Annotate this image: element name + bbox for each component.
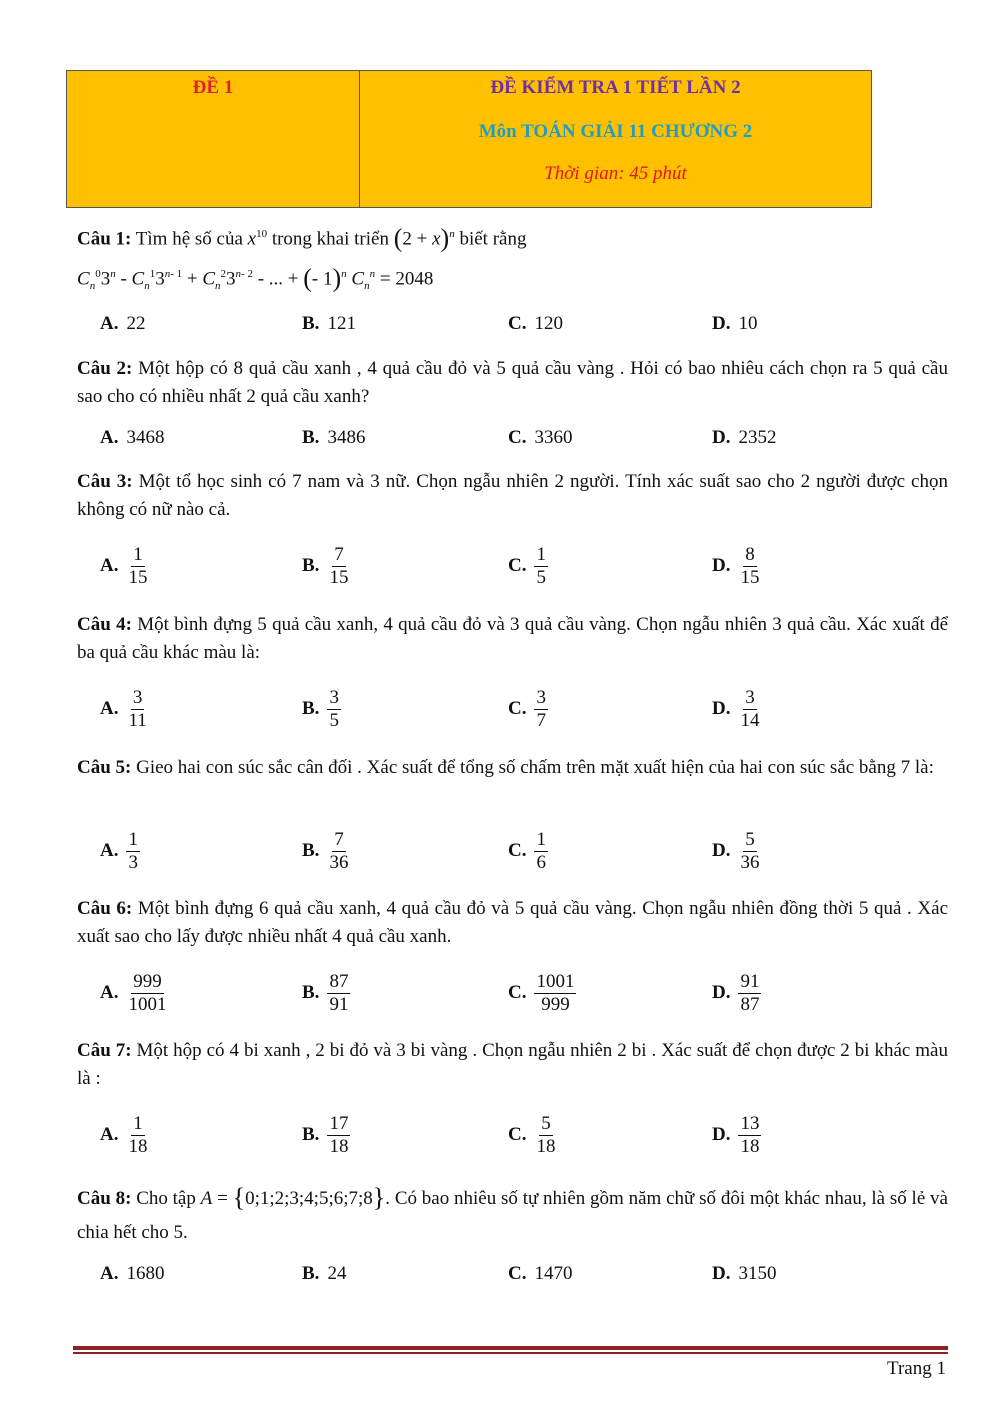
question-text: Một bình đựng 5 quả cầu xanh, 4 quả cầu đỏ và 3 quả cầu vàng. Chọn ngẫu nhiên 3 quả cầu. Xác xuất để ba quả cầu khác màu là: [77,614,948,663]
answer-c[interactable]: C. $\frac{1}{6}$ [508,828,546,873]
answer-options-6 [100,968,920,1018]
answer-b[interactable]: B. 3486 [302,427,366,448]
question-text: Tìm hệ số của [131,228,248,250]
question-text: . Có bao nhiêu số tự nhiên gồm năm chữ số đôi một khác nhau, là số lẻ và chia hết cho 5. [77,1188,948,1243]
header-right-cell [360,71,872,208]
question-7 [77,1037,948,1093]
answer-options-4 [100,684,920,734]
question-label: Câu 4: [77,614,132,635]
answer-d[interactable]: D. $\frac{5}{36}$ [712,828,760,873]
answer-a[interactable]: A. 1680 [100,1263,165,1284]
answer-options-2 [100,418,920,458]
answer-c[interactable]: C. $\frac{3}{7}$ [508,686,546,731]
answer-b[interactable]: B. 24 [302,1263,347,1284]
question-text: trong khai triển [267,228,394,250]
answer-d[interactable]: D. 3150 [712,1263,777,1284]
answer-a[interactable]: A. 22 [100,313,146,334]
answer-c[interactable]: C. $\frac{5}{18}$ [508,1112,556,1157]
header-left-cell [67,71,360,208]
question-label: Câu 2: [77,358,133,379]
answer-a[interactable]: A. $\frac{1}{3}$ [100,828,138,873]
answer-c[interactable]: C. 3360 [508,427,573,448]
question-text: Một tổ học sinh có 7 nam và 3 nữ. Chọn ngẫu nhiên 2 người. Tính xác suất sao cho 2 người được chọn không có nữ nào cả. [77,471,948,520]
answer-d[interactable]: D. $\frac{3}{14}$ [712,686,760,731]
answer-d[interactable]: D. 2352 [712,427,777,448]
answer-d[interactable]: D. $\frac{13}{18}$ [712,1112,760,1157]
question-4 [77,611,948,667]
answer-options-7 [100,1110,920,1160]
question-1: Câu 1: Tìm hệ số của $x^{10}$ trong khai triển $(2 + x)^n$ biết rằng [77,223,527,253]
answer-d[interactable]: D. $\frac{91}{87}$ [712,970,760,1015]
exam-time: Thời gian: 45 phút [544,163,687,184]
answer-a[interactable]: A. $\frac{1}{15}$ [100,543,148,588]
question-2 [77,355,948,411]
answer-b[interactable]: B. 121 [302,313,356,334]
exam-code: ĐỀ 1 [192,77,234,98]
question-text: Một hộp có 8 quả cầu xanh , 4 quả cầu đỏ và 5 quả cầu vàng . Hỏi có bao nhiêu cách chọn ra 5 quả cầu sao cho có nhiều nhất 2 quả cầu xanh? [77,358,948,407]
question-label: Câu 6: [77,898,133,919]
answer-options-1 [100,304,920,344]
question-8: Câu 8: Cho tập A = {0;1;2;3;4;5;6;7;8}. Có bao nhiêu số tự nhiên gồm năm chữ số đôi một khác nhau, là số lẻ và chia hết cho 5. [77,1183,948,1243]
question-label: Câu 7: [77,1040,132,1061]
answer-b[interactable]: B. $\frac{87}{91}$ [302,970,349,1015]
set-values: 0;1;2;3;4;5;6;7;8 [245,1188,373,1209]
answer-c[interactable]: C. 1470 [508,1263,573,1284]
answer-a[interactable]: A. 3468 [100,427,165,448]
question-1-formula: $C_n^03^n - C_n^13^{n- 1} + C_n^23^{n- 2}$ - ... + (- 1)$^n$ $C_n^n = 2048$ [77,263,434,293]
question-label: Câu 1: [77,228,132,250]
answer-a[interactable]: A. $\frac{999}{1001}$ [100,970,167,1015]
page-number: Trang 1 [887,1358,946,1379]
answer-options-8 [100,1254,920,1294]
exam-title: ĐỀ KIỂM TRA 1 TIẾT LẦN 2 [490,77,741,98]
question-5 [77,754,948,782]
question-text: Một bình đựng 6 quả cầu xanh, 4 quả cầu đỏ và 5 quả cầu vàng. Chọn ngẫu nhiên đồng thời 5 quả . Xác xuất sao cho lấy được nhiều nhất 4 quả cầu xanh. [77,898,949,947]
answer-b[interactable]: B. $\frac{7}{36}$ [302,828,349,873]
answer-a[interactable]: A. $\frac{1}{18}$ [100,1112,148,1157]
answer-b[interactable]: B. $\frac{7}{15}$ [302,543,349,588]
answer-d[interactable]: D. $\frac{8}{15}$ [712,543,760,588]
question-label: Câu 3: [77,471,133,492]
answer-b[interactable]: B. $\frac{3}{5}$ [302,686,339,731]
question-label: Câu 5: [77,757,132,778]
footer-divider-thin [73,1352,948,1354]
answer-c[interactable]: C. $\frac{1}{5}$ [508,543,546,588]
question-text: biết rằng [454,228,527,250]
question-3 [77,468,948,524]
question-label: Câu 8: [77,1188,132,1209]
answer-c[interactable]: C. $\frac{1001}{999}$ [508,970,575,1015]
question-text: Một hộp có 4 bi xanh , 2 bi đỏ và 3 bi vàng . Chọn ngẫu nhiên 2 bi . Xác suất để chọn được 2 bi khác màu là : [77,1040,948,1089]
answer-b[interactable]: B. $\frac{17}{18}$ [302,1112,349,1157]
exam-subject: Môn TOÁN GIẢI 11 CHƯƠNG 2 [478,121,753,142]
answer-options-3 [100,541,920,591]
answer-d[interactable]: D. 10 [712,313,758,334]
question-text: Cho tập [131,1188,201,1209]
header-table [66,70,872,208]
answer-options-5 [100,826,920,876]
footer-divider [73,1346,948,1350]
answer-a[interactable]: A. $\frac{3}{11}$ [100,686,147,731]
question-text: Gieo hai con súc sắc cân đối . Xác suất để tổng số chấm trên mặt xuất hiện của hai con súc sắc bằng 7 là: [131,757,934,778]
question-6 [77,895,948,951]
answer-c[interactable]: C. 120 [508,313,563,334]
